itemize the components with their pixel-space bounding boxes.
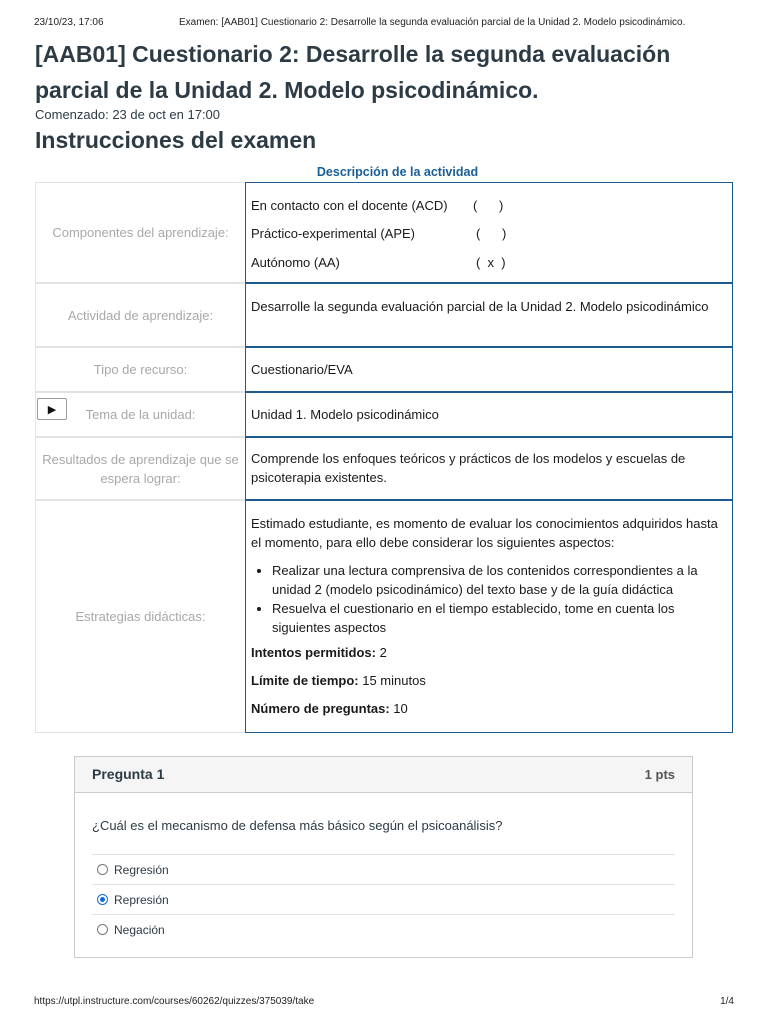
row-label-estrategias: Estrategias didácticas:	[35, 500, 245, 733]
answer-label: Negación	[114, 922, 165, 937]
row-label-resultados: Resultados de aprendizaje que se espera lograr:	[35, 437, 245, 500]
play-icon: ▶	[47, 403, 57, 416]
row-value-tipo-recurso: Cuestionario/EVA	[245, 347, 733, 392]
list-item: • Resuelva el cuestionario en el tiempo establecido, tome en cuenta los siguientes aspectos	[272, 599, 727, 637]
meta-intentos	[251, 643, 727, 662]
answer-list	[92, 854, 675, 944]
row-label-actividad: Actividad de aprendizaje:	[35, 283, 245, 347]
row-value-estrategias	[245, 500, 733, 733]
component-acd-mark: ( )	[473, 198, 504, 213]
table-row-resultados	[35, 437, 733, 500]
meta-preguntas	[251, 699, 727, 718]
component-ape-label: Práctico-experimental (APE)	[251, 226, 415, 241]
question-text: ¿Cuál es el mecanismo de defensa más básico según el psicoanálisis?	[92, 818, 503, 833]
meta-preguntas-label: Número de preguntas:	[251, 701, 390, 716]
meta-limite-value: 15 minutos	[358, 673, 426, 688]
component-ape-mark: ( )	[476, 226, 507, 241]
component-aa-label: Autónomo (AA)	[251, 255, 340, 270]
list-item: • Realizar una lectura comprensiva de los contenidos correspondientes a la unidad 2 (modelo psicodinámico) del texto base y de la guía didáctica	[272, 561, 727, 599]
table-row-tema	[35, 392, 733, 437]
radio-button[interactable]	[97, 864, 108, 875]
row-value-resultados: Comprende los enfoques teóricos y prácticos de los modelos y escuelas de psicoterapia existentes.	[245, 437, 733, 500]
print-title: Examen: [AAB01] Cuestionario 2: Desarrolle la segunda evaluación parcial de la Unidad 2. Modelo psicodinámico.	[179, 17, 686, 28]
answer-label: Represión	[114, 892, 169, 907]
row-value-tema: Unidad 1. Modelo psicodinámico	[245, 392, 733, 437]
table-row-actividad	[35, 283, 733, 347]
row-value-actividad: Desarrolle la segunda evaluación parcial de la Unidad 2. Modelo psicodinámico	[245, 283, 733, 347]
meta-intentos-value: 2	[375, 645, 387, 660]
strategy-intro: Estimado estudiante, es momento de evaluar los conocimientos adquiridos hasta el momento, para ello debe considerar los siguientes aspectos:	[251, 516, 718, 550]
play-button[interactable]	[37, 398, 67, 420]
meta-preguntas-value: 10	[389, 701, 408, 716]
answer-label: Regresión	[114, 862, 169, 877]
radio-button-selected[interactable]	[97, 894, 108, 905]
table-row-estrategias	[35, 500, 733, 733]
page-title: [AAB01] Cuestionario 2: Desarrolle la segunda evaluación parcial de la Unidad 2. Modelo psicodinámico.	[35, 41, 671, 103]
component-aa-mark: ( x )	[476, 255, 506, 270]
radio-button[interactable]	[97, 924, 108, 935]
row-label-tema-text: Tema de la unidad:	[85, 407, 196, 422]
component-acd-label: En contacto con el docente (ACD)	[251, 198, 448, 213]
print-url: https://utpl.instructure.com/courses/60262/quizzes/375039/take	[34, 996, 315, 1007]
row-label-tipo-recurso: Tipo de recurso:	[35, 347, 245, 392]
row-value-componentes	[245, 182, 733, 283]
meta-intentos-label: Intentos permitidos:	[251, 645, 376, 660]
question-title: Pregunta 1	[92, 766, 165, 782]
answer-option-negacion[interactable]	[92, 914, 675, 944]
print-page-number: 1/4	[720, 996, 734, 1007]
activity-table-caption: Descripción de la actividad	[316, 165, 479, 179]
instructions-heading: Instrucciones del examen	[35, 127, 317, 153]
meta-limite	[251, 671, 727, 690]
print-datetime: 23/10/23, 17:06	[34, 17, 104, 28]
started-timestamp: Comenzado: 23 de oct en 17:00	[35, 107, 221, 122]
table-row-tipo-recurso	[35, 347, 733, 392]
table-row-componentes	[35, 182, 733, 283]
question-header	[75, 757, 692, 793]
question-points: 1 pts	[644, 767, 675, 782]
meta-limite-label: Límite de tiempo:	[251, 673, 359, 688]
answer-option-represion[interactable]	[92, 884, 675, 914]
answer-option-regresion[interactable]	[92, 854, 675, 884]
row-label-componentes: Componentes del aprendizaje:	[35, 182, 245, 283]
question-card	[74, 756, 693, 958]
strategy-list	[272, 561, 727, 637]
